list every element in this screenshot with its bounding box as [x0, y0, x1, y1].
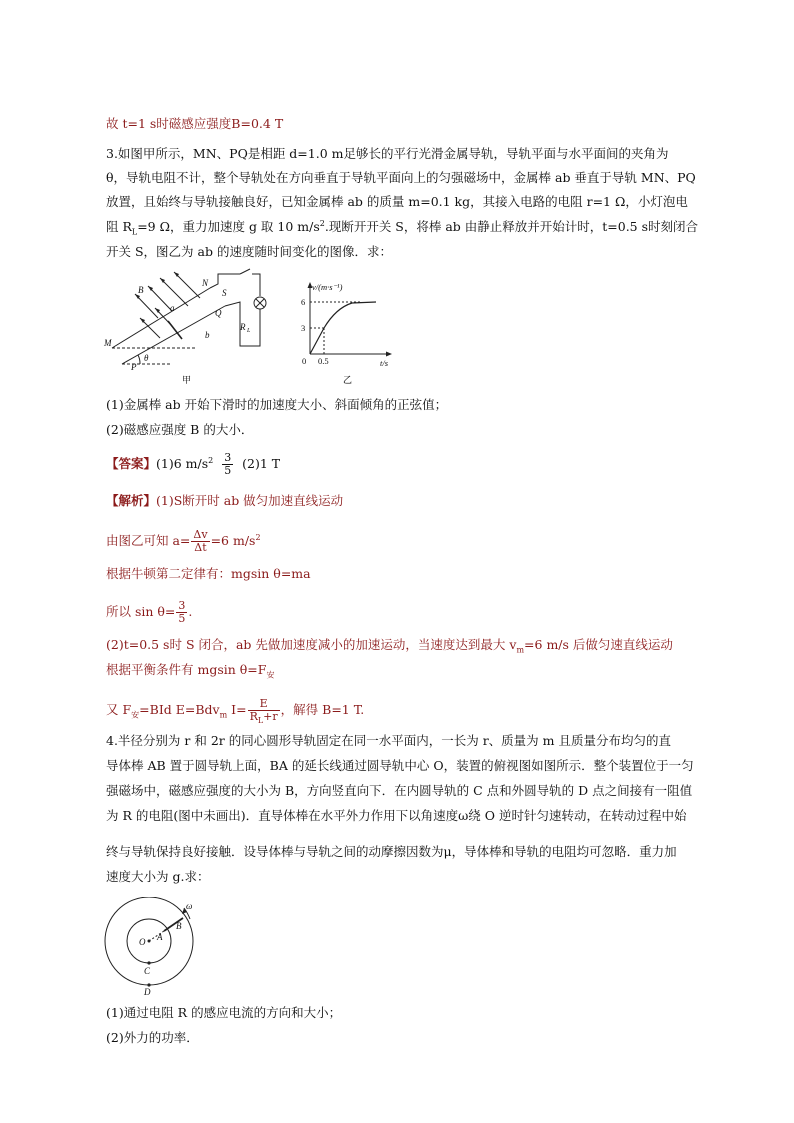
q4-stem-line-6: 速度大小为 g.求： [106, 869, 210, 884]
q4-stem-line-2: 导体棒 AB 置于圆导轨上面，BA 的延长线通过圆导轨中心 O，装置的俯视图如图所示．整个装置位于一匀 [106, 758, 694, 773]
q3-answer: 【答案】(1)6 $m/s^2$ $\frac{3}{5}$ (2)1 T [106, 451, 281, 477]
label-M: M [104, 338, 112, 348]
q3-stem-line-4: 阻 $R_L=9$ Ω，重力加速度 g 取 10 $m/s^2$.现断开开关 S，将棒 ab 由静止释放并开始计时，t=0.5 s时刻闭合 [106, 218, 699, 237]
label-D: D [144, 987, 151, 997]
label-A: A [157, 932, 163, 942]
label-P: P [131, 362, 137, 372]
q4-stem-line-3: 强磁场中，磁感应强度的大小为 B，方向竖直向下．在内圆导轨的 C 点和外圆导轨的 D 点之间接有一阻值 [106, 783, 693, 798]
q3-part-2: (2)磁感应强度 B 的大小． [106, 422, 254, 437]
label-B-point: B [176, 921, 182, 931]
q4-stem-line-5: 终与导轨保持良好接触．设导体棒与导轨之间的动摩擦因数为μ，导体棒和导轨的电阻均可忽略．重力加 [106, 844, 677, 859]
label-N: N [202, 278, 209, 288]
q3-equations: 又 $F_安=BId$ E=Bdv$_m$ I= $\frac{E}{R_L+r}$ ，解得 B=1 T. [106, 697, 365, 726]
q3-sin-line: 所以 sin θ= $\frac{3}{5}$ . [106, 599, 193, 625]
label-R: R [240, 322, 246, 332]
figure-jia [100, 266, 275, 386]
label-C: C [144, 966, 151, 976]
caption-yi: 乙 [343, 375, 353, 385]
q3-newton: 根据牛顿第二定律有：mgsin θ=ma [106, 566, 311, 581]
axis-y-label: v/(m·s⁻¹) [312, 282, 343, 292]
figure-circles [100, 897, 205, 997]
label-L: L [247, 328, 251, 334]
q3-analysis-1: 【解析】(1)S断开时 ab 做匀加速直线运动 [106, 493, 344, 508]
previous-result: 故 t=1 s时磁感应强度B=0.4 T [106, 116, 284, 131]
label-S: S [222, 288, 227, 298]
label-theta: θ [144, 353, 149, 363]
q3-stem-line-5: 开关 S，图乙为 ab 的速度随时间变化的图像．求： [106, 244, 392, 259]
label-B: B [138, 285, 144, 295]
q3-accel-line: 由图乙可知 a= $\frac{\Delta v}{\Delta t}$ =6 $m/s^2$ [106, 528, 261, 554]
label-omega: ω [186, 901, 193, 911]
figure-yi [288, 280, 398, 386]
q3-balance: 根据平衡条件有 mgsin $\theta=F_安$ [106, 662, 275, 680]
tick-x-0: 0 [302, 356, 307, 366]
q4-stem-line-4: 为 R 的电阻(图中未画出)．直导体棒在水平外力作用下以角速度ω绕 O 逆时针匀速转动，在转动过程中始 [106, 808, 687, 823]
q4-part-1: (1)通过电阻 R 的感应电流的方向和大小； [106, 1005, 342, 1020]
q4-part-2: (2)外力的功率． [106, 1030, 199, 1045]
label-Q: Q [215, 308, 222, 318]
tick-y-6: 6 [301, 297, 306, 307]
label-O: O [139, 937, 146, 947]
axis-x-label: t/s [380, 358, 389, 368]
q3-part-1: (1)金属棒 ab 开始下滑时的加速度大小、斜面倾角的正弦值； [106, 397, 448, 412]
q3-stem-line-2: θ，导轨电阻不计，整个导轨处在方向垂直于导轨平面向上的匀强磁场中，金属棒 ab 垂直于导轨 MN、PQ [106, 170, 696, 185]
label-a: a [170, 303, 175, 313]
q3-stem-line-3: 放置，且始终与导轨接触良好，已知金属棒 ab 的质量 m=0.1 kg，其接入电路的电阻 r=1 Ω，小灯泡电 [106, 194, 688, 209]
q4-stem-line-1: 4.半径分别为 r 和 2r 的同心圆形导轨固定在同一水平面内，一长为 r、质量为 m 且质量分布均匀的直 [106, 733, 671, 748]
q3-part2-analysis: (2)t=0.5 s时 S 闭合，ab 先做加速度减小的加速运动，当速度达到最大 $v_m=6$ m/s 后做匀速直线运动 [106, 637, 673, 655]
tick-y-3: 3 [301, 323, 306, 333]
caption-jia: 甲 [182, 375, 192, 385]
label-b: b [205, 330, 210, 340]
tick-x-05: 0.5 [318, 356, 329, 366]
q3-stem-line-1: 3.如图甲所示，MN、PQ是相距 d=1.0 m足够长的平行光滑金属导轨，导轨平面与水平面间的夹角为 [106, 146, 669, 161]
